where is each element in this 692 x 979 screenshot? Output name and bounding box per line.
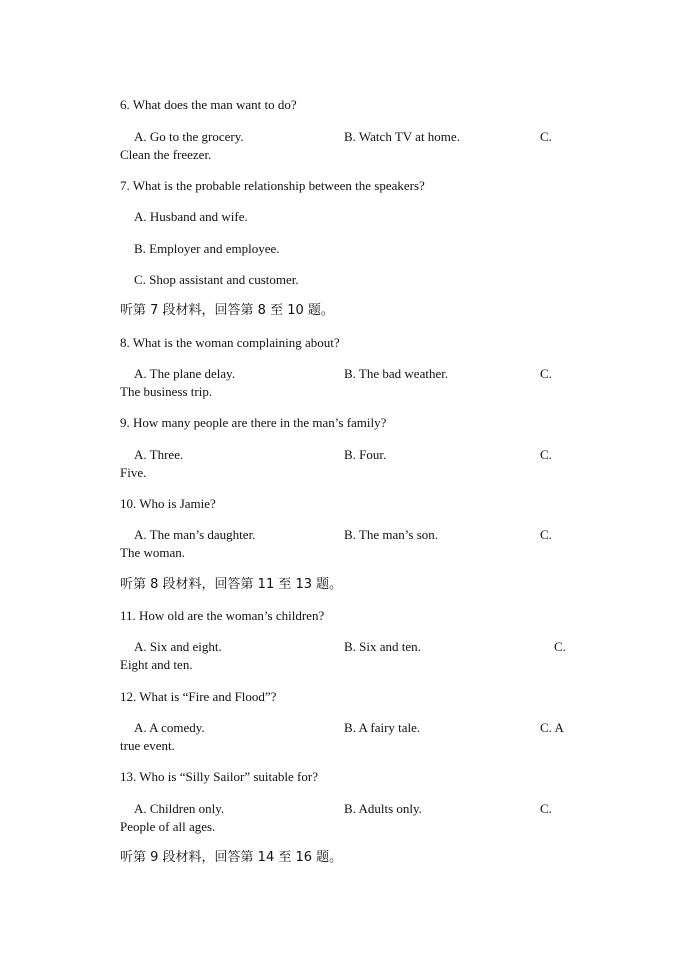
question-10-option-c-label: C.: [540, 527, 552, 542]
section-heading-8: 听第 8 段材料，回答第 11 至 13 题。: [120, 577, 343, 592]
question-13-stem: 13. Who is “Silly Sailor” suitable for?: [120, 769, 318, 784]
question-6-option-c-text: Clean the freezer.: [120, 147, 212, 162]
question-6-stem: 6. What does the man want to do?: [120, 97, 297, 112]
question-9-option-c-label: C.: [540, 447, 552, 462]
question-10-option-c-text: The woman.: [120, 545, 185, 560]
question-8-option-a: A. The plane delay.: [134, 366, 236, 381]
question-9-option-a: A. Three.: [134, 447, 184, 462]
question-12-option-c-text: true event.: [120, 738, 175, 753]
question-10-stem: 10. Who is Jamie?: [120, 496, 216, 511]
question-8-stem: 8. What is the woman complaining about?: [120, 335, 340, 350]
question-11-option-c-text: Eight and ten.: [120, 657, 193, 672]
question-8-option-c-text: The business trip.: [120, 384, 213, 399]
question-12-option-c-label: C. A: [540, 720, 564, 735]
question-11-option-b: B. Six and ten.: [344, 639, 421, 654]
question-9-option-b: B. Four.: [344, 447, 387, 462]
question-12-stem: 12. What is “Fire and Flood”?: [120, 689, 277, 704]
question-13-option-c-label: C.: [540, 801, 552, 816]
question-10-option-a: A. The man’s daughter.: [134, 527, 256, 542]
question-7-option-a: A. Husband and wife.: [134, 209, 248, 224]
section-heading-9: 听第 9 段材料，回答第 14 至 16 题。: [120, 850, 343, 865]
question-6-option-c-label: C.: [540, 129, 552, 144]
question-6-option-a: A. Go to the grocery.: [134, 129, 244, 144]
question-8-option-c-label: C.: [540, 366, 552, 381]
question-11-stem: 11. How old are the woman’s children?: [120, 608, 325, 623]
question-12-option-b: B. A fairy tale.: [344, 720, 421, 735]
question-7-option-c: C. Shop assistant and customer.: [134, 272, 299, 287]
question-8-option-b: B. The bad weather.: [344, 366, 449, 381]
question-6-option-b: B. Watch TV at home.: [344, 129, 460, 144]
question-9-option-c-text: Five.: [120, 465, 147, 480]
question-7-option-b: B. Employer and employee.: [134, 241, 280, 256]
question-13-option-a: A. Children only.: [134, 801, 225, 816]
question-12-option-a: A. A comedy.: [134, 720, 205, 735]
question-7-stem: 7. What is the probable relationship between the speakers?: [120, 178, 425, 193]
section-heading-7: 听第 7 段材料，回答第 8 至 10 题。: [120, 303, 334, 318]
question-11-option-c-label: C.: [554, 639, 566, 654]
question-13-option-c-text: People of all ages.: [120, 819, 216, 834]
question-13-option-b: B. Adults only.: [344, 801, 422, 816]
question-10-option-b: B. The man’s son.: [344, 527, 439, 542]
question-9-stem: 9. How many people are there in the man’s family?: [120, 415, 387, 430]
question-11-option-a: A. Six and eight.: [134, 639, 222, 654]
